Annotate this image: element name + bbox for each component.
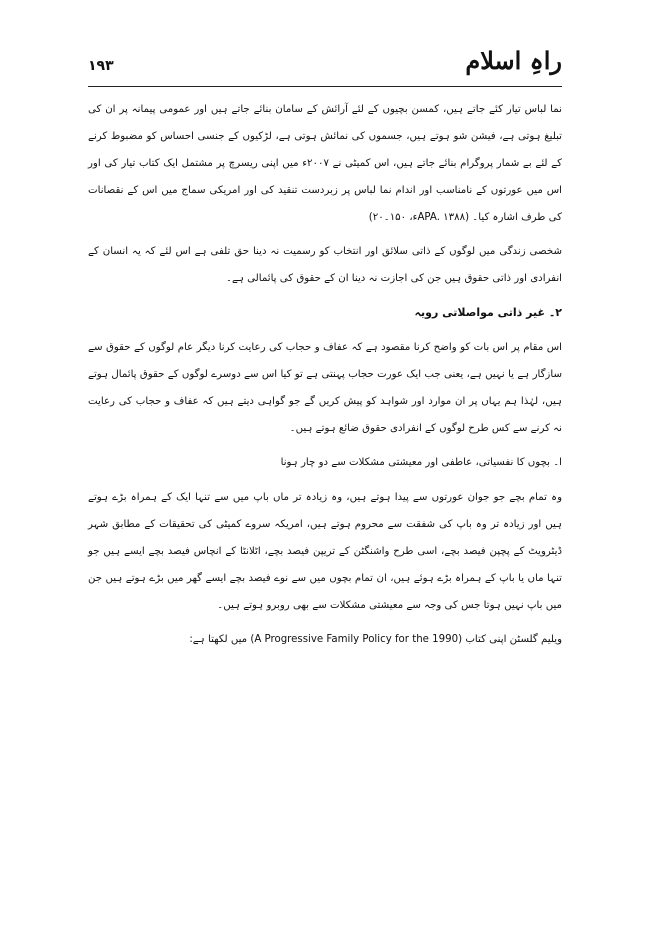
section-heading: ۲۔ غیر ذاتی مواصلاتی رویہ <box>414 306 562 319</box>
paragraph: اس مقام پر اس بات کو واضح کرنا مقصود ہے کہ عفاف و حجاب کی رعایت کرنا دیگر عام لوگوں کے حقوق سے سازگار ہے یا نہیں ہے، یعنی جب ایک عورت حجاب پہنتی ہے تو کیا اس سے دوسرے لوگوں کے حقوق پائمال ہوتے ہیں، لہٰذا ہم یہاں پر ان موارد اور شواہد کو پیش کریں گے جو گواہی دیتے ہیں کہ عفاف و حجاب کی رعایت نہ کرنے سے کس طرح لوگوں کے انفرادی حقوق ضائع ہوتے ہیں۔ <box>88 342 562 434</box>
paragraph: نما لباس تیار کئے جاتے ہیں، کمسن بچیوں کے لئے آرائش کے سامان بنائے جاتے ہیں اور عمومی پیمانہ پر ان کی تبلیغ ہوتی ہے، فیشن شو ہوتے ہیں، جسموں کی نمائش ہوتی ہے، لڑکیوں کے جنسی احساس کو مضبوط کرنے کے لئے بے شمار پروگرام بنائے جاتے ہیں، اس کمیٹی نے ۲۰۰۷ء میں اپنی ریسرچ پر مشتمل ایک کتاب تیار کی اور اس میں عورتوں کے نامناسب اور اندام نما لباس پر زبردست تنقید کی اور امریکی سماج میں اس کے نقصانات کی طرف اشارہ کیا۔ (APA. ۱۳۸۸ء، ۱۵۰۔۲۰) <box>88 104 562 223</box>
paragraph: شخصی زندگی میں لوگوں کے ذاتی سلائق اور انتخاب کو رسمیت نہ دینا حق تلفی ہے اس لئے کہ یہ انسان کے انفرادی اور ذاتی حقوق ہیں جن کی اجازت نہ دینا ان کے حقوق کی پائمالی ہے۔ <box>88 246 562 284</box>
paragraph: وہ تمام بچے جو جوان عورتوں سے پیدا ہوتے ہیں، وہ زیادہ تر ماں باپ میں سے تنہا ایک کے ہمراہ بڑے ہوتے ہیں اور زیادہ تر وہ باپ کی شفقت سے محروم ہوتے ہیں، امریکہ سروے کمیٹی کی تحقیقات کے مطابق شہر ڈیٹرویٹ کے پچپن فیصد بچے، اسی طرح واشنگٹن کے تریپن فیصد بچے، اٹلانٹا کے انچاس فیصد بچے ایسے ہیں جو تنہا ماں یا باپ کے ہمراہ بڑے ہوئے ہیں، ان تمام بچوں میں سے نوے فیصد بچے ایسے گھر میں بڑے ہوتے ہیں جن میں باپ نہیں ہوتا جس کی وجہ سے معیشتی مشکلات سے بھی روبرو ہوتے ہیں۔ <box>88 492 562 611</box>
page-body <box>88 96 562 660</box>
subsection-heading: ا۔ بچوں کا نفسیاتی، عاطفی اور معیشتی مشکلات سے دو چار ہونا <box>280 457 562 468</box>
book-title: راہِ اسلام <box>465 46 562 75</box>
page-header <box>88 46 562 86</box>
closing-after: میں لکھتا ہے: <box>189 634 248 645</box>
book-reference: (A Progressive Family Policy for the 1990) <box>250 634 463 645</box>
page-number: ۱۹۳ <box>88 58 114 74</box>
closing-before: ویلیم گلسٹن اپنی کتاب <box>465 634 562 645</box>
header-divider <box>88 86 562 87</box>
closing-line <box>88 626 562 653</box>
